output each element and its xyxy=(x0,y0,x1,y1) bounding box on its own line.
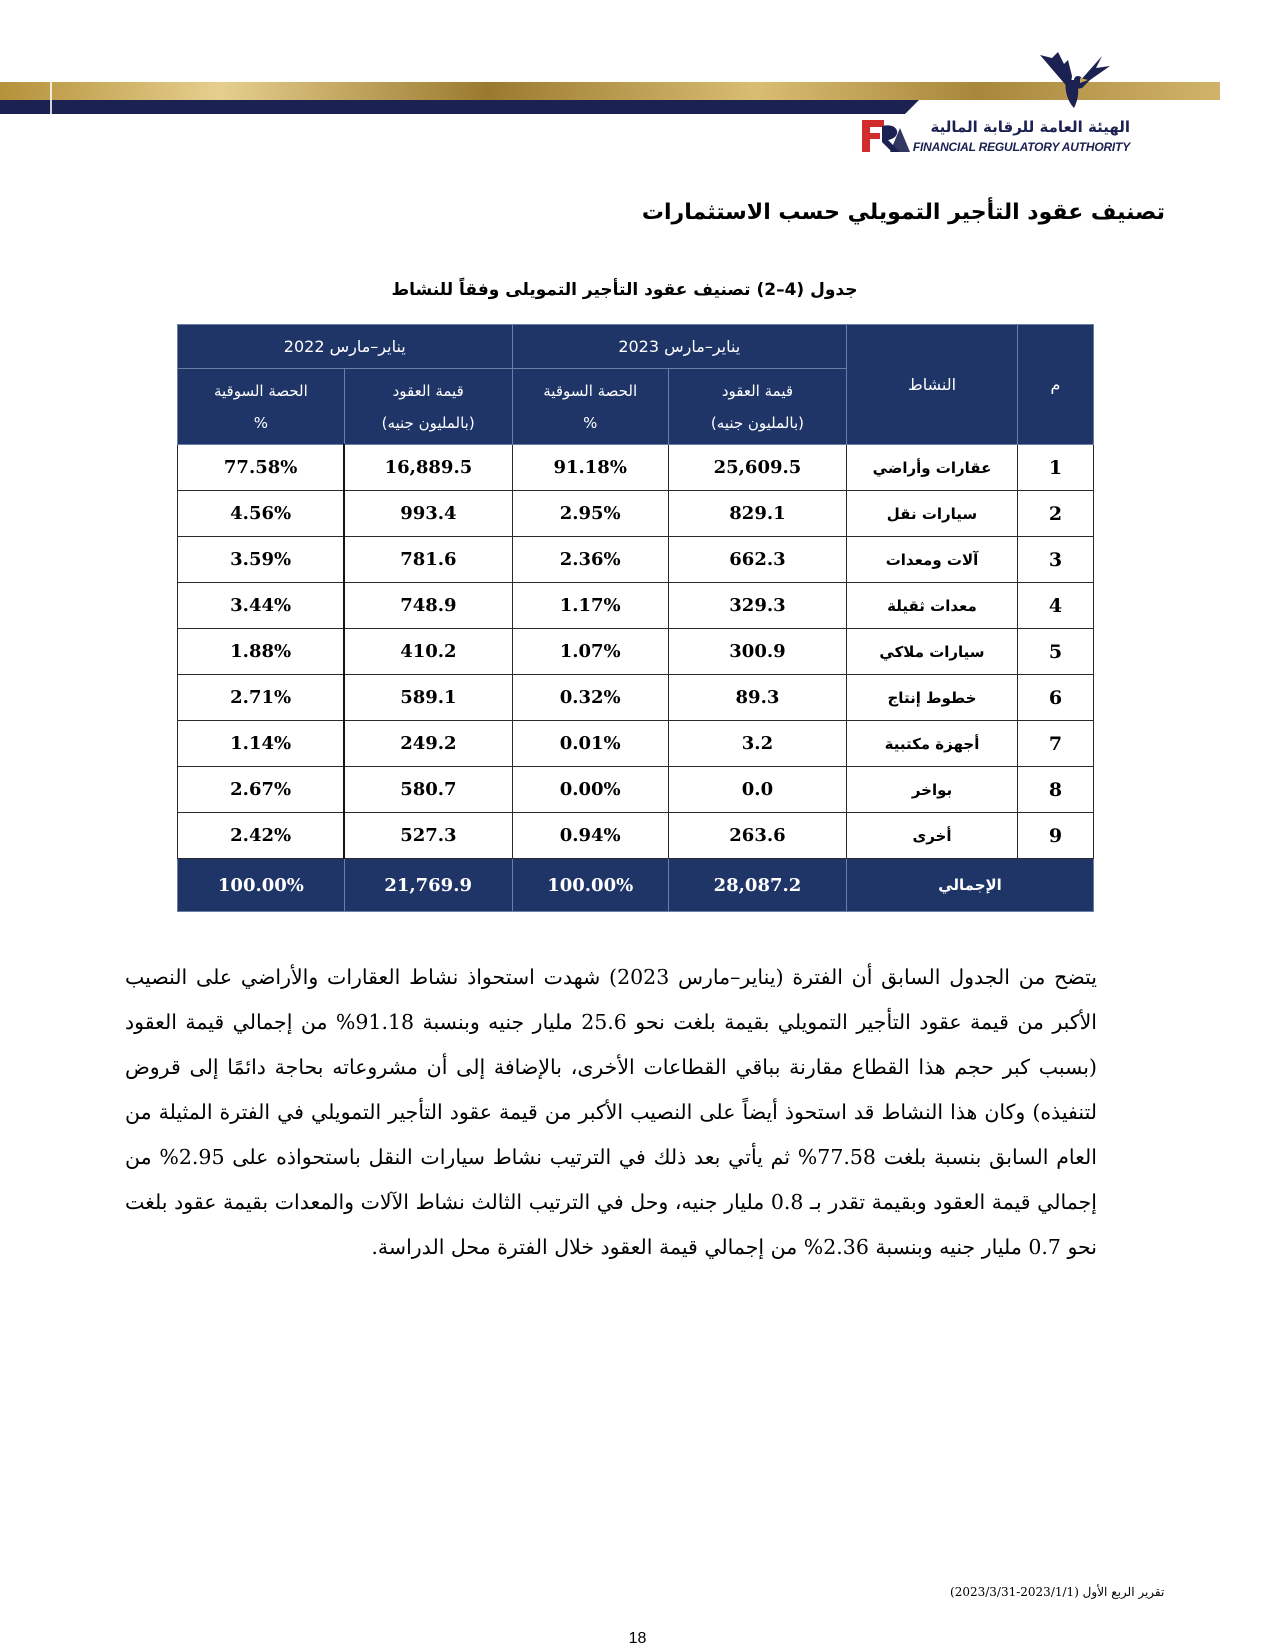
row-value-2023: 662.3 xyxy=(668,537,846,583)
row-activity: خطوط إنتاج xyxy=(847,675,1018,721)
row-share-2022: 1.14% xyxy=(178,721,345,767)
row-value-2023: 3.2 xyxy=(668,721,846,767)
row-value-2023: 329.3 xyxy=(668,583,846,629)
row-index: 5 xyxy=(1017,629,1093,675)
row-value-2022: 16,889.5 xyxy=(344,445,512,491)
table-row xyxy=(178,721,1094,767)
table-row xyxy=(178,537,1094,583)
row-activity: أخرى xyxy=(847,813,1018,859)
row-share-2023: 0.32% xyxy=(512,675,668,721)
row-value-2023: 89.3 xyxy=(668,675,846,721)
table-row xyxy=(178,583,1094,629)
analysis-paragraph: يتضح من الجدول السابق أن الفترة (يناير–مارس 2023) شهدت استحواذ نشاط العقارات والأراضي على النصيب الأكبر من قيمة عقود التأجير التمويلي بقيمة بلغت نحو 25.6 مليار جنيه وبنسبة 91.18% من إجمالي قيمة العقود (بسبب كبر حجم هذا القطاع مقارنة بباقي القطاعات الأخرى، بالإضافة إلى أن مشروعاته بحاجة دائمًا إلى قروض لتنفيذه) وكان هذا النشاط قد استحوذ أيضاً على النصيب الأكبر من قيمة عقود التأجير التمويلي في الفترة المثيلة من العام السابق بنسبة بلغت 77.58% ثم يأتي بعد ذلك في الترتيب نشاط سيارات النقل باستحواذه على 2.95% من إجمالي قيمة العقود وبقيمة تقدر بـ 0.8 مليار جنيه، وحل في الترتيب الثالث نشاط الآلات والمعدات بقيمة عقود بلغت نحو 0.7 مليار جنيه وبنسبة 2.36% من إجمالي قيمة العقود خلال الفترة محل الدراسة. xyxy=(125,965,1098,1259)
section-title: تصنيف عقود التأجير التمويلي حسب الاستثمارات xyxy=(641,200,1165,225)
total-share-2023: 100.00% xyxy=(512,859,668,912)
table-caption xyxy=(0,280,1275,300)
table-row xyxy=(178,491,1094,537)
row-share-2023: 1.17% xyxy=(512,583,668,629)
row-value-2022: 781.6 xyxy=(344,537,512,583)
table-total-row xyxy=(178,859,1094,912)
col-header-share-2023 xyxy=(512,369,668,445)
col-header-value-unit: (بالمليون جنيه) xyxy=(710,413,804,432)
row-value-2022: 589.1 xyxy=(344,675,512,721)
row-share-2022: 3.44% xyxy=(178,583,345,629)
row-share-2022: 1.88% xyxy=(178,629,345,675)
fra-logo-icon xyxy=(860,118,910,154)
col-header-period-2023: يناير–مارس 2023 xyxy=(512,325,847,369)
page-number: 18 xyxy=(628,1630,647,1647)
table-row xyxy=(178,675,1094,721)
row-index: 7 xyxy=(1017,721,1093,767)
row-share-2023: 2.36% xyxy=(512,537,668,583)
row-activity: بواخر xyxy=(847,767,1018,813)
table-row xyxy=(178,767,1094,813)
row-activity: سيارات نقل xyxy=(847,491,1018,537)
row-value-2023: 829.1 xyxy=(668,491,846,537)
col-header-share-unit: % xyxy=(253,413,269,432)
total-share-2022: 100.00% xyxy=(178,859,345,912)
total-label: الإجمالي xyxy=(847,859,1094,912)
row-share-2022: 2.42% xyxy=(178,813,345,859)
header-divider xyxy=(50,82,52,116)
col-header-value-label: قيمة العقود xyxy=(392,381,464,400)
org-name-english: FINANCIAL REGULATORY AUTHORITY xyxy=(912,140,1130,154)
row-share-2022: 2.71% xyxy=(178,675,345,721)
row-share-2023: 0.00% xyxy=(512,767,668,813)
row-share-2022: 77.58% xyxy=(178,445,345,491)
row-share-2023: 2.95% xyxy=(512,491,668,537)
table-caption-text: جدول (4–2) تصنيف عقود التأجير التمويلى وفقاً للنشاط xyxy=(391,280,858,300)
row-value-2022: 527.3 xyxy=(344,813,512,859)
row-share-2023: 1.07% xyxy=(512,629,668,675)
col-header-activity: النشاط xyxy=(847,325,1018,445)
col-header-share-label: الحصة السوقية xyxy=(543,381,638,400)
row-share-2023: 91.18% xyxy=(512,445,668,491)
row-value-2023: 25,609.5 xyxy=(668,445,846,491)
row-value-2022: 410.2 xyxy=(344,629,512,675)
row-activity: أجهزة مكتبية xyxy=(847,721,1018,767)
row-value-2022: 580.7 xyxy=(344,767,512,813)
row-value-2023: 300.9 xyxy=(668,629,846,675)
row-value-2022: 748.9 xyxy=(344,583,512,629)
col-header-value-unit: (بالمليون جنيه) xyxy=(381,413,475,432)
row-index: 1 xyxy=(1017,445,1093,491)
total-value-2022: 21,769.9 xyxy=(344,859,512,912)
row-value-2022: 249.2 xyxy=(344,721,512,767)
col-header-share-label: الحصة السوقية xyxy=(213,381,308,400)
row-share-2022: 4.56% xyxy=(178,491,345,537)
row-index: 9 xyxy=(1017,813,1093,859)
col-header-value-label: قيمة العقود xyxy=(721,381,794,400)
org-name-arabic: الهيئة العامة للرقابة المالية xyxy=(930,118,1130,136)
org-logo xyxy=(860,50,1130,165)
leasing-activity-table xyxy=(177,324,1094,912)
row-index: 4 xyxy=(1017,583,1093,629)
col-header-value-2022 xyxy=(344,369,512,445)
row-value-2023: 263.6 xyxy=(668,813,846,859)
row-activity: عقارات وأراضي xyxy=(847,445,1018,491)
col-header-share-2022 xyxy=(178,369,345,445)
col-header-value-2023 xyxy=(668,369,846,445)
row-index: 3 xyxy=(1017,537,1093,583)
col-header-period-2022: يناير–مارس 2022 xyxy=(178,325,513,369)
row-activity: معدات ثقيلة xyxy=(847,583,1018,629)
table-row xyxy=(178,445,1094,491)
row-index: 8 xyxy=(1017,767,1093,813)
row-activity: سيارات ملاكي xyxy=(847,629,1018,675)
row-value-2023: 0.0 xyxy=(668,767,846,813)
table-row xyxy=(178,629,1094,675)
table-row xyxy=(178,813,1094,859)
row-activity: آلات ومعدات xyxy=(847,537,1018,583)
col-header-share-unit: % xyxy=(583,413,598,432)
col-header-index: م xyxy=(1017,325,1093,445)
row-index: 2 xyxy=(1017,491,1093,537)
row-share-2022: 3.59% xyxy=(178,537,345,583)
row-value-2022: 993.4 xyxy=(344,491,512,537)
row-index: 6 xyxy=(1017,675,1093,721)
report-footnote: تقرير الربع الأول (2023/1/1-2023/3/31) xyxy=(950,1585,1165,1599)
row-share-2022: 2.67% xyxy=(178,767,345,813)
row-share-2023: 0.94% xyxy=(512,813,668,859)
total-value-2023: 28,087.2 xyxy=(668,859,846,912)
row-share-2023: 0.01% xyxy=(512,721,668,767)
eagle-icon xyxy=(1020,50,1120,112)
header-navy-stripe xyxy=(0,100,905,114)
